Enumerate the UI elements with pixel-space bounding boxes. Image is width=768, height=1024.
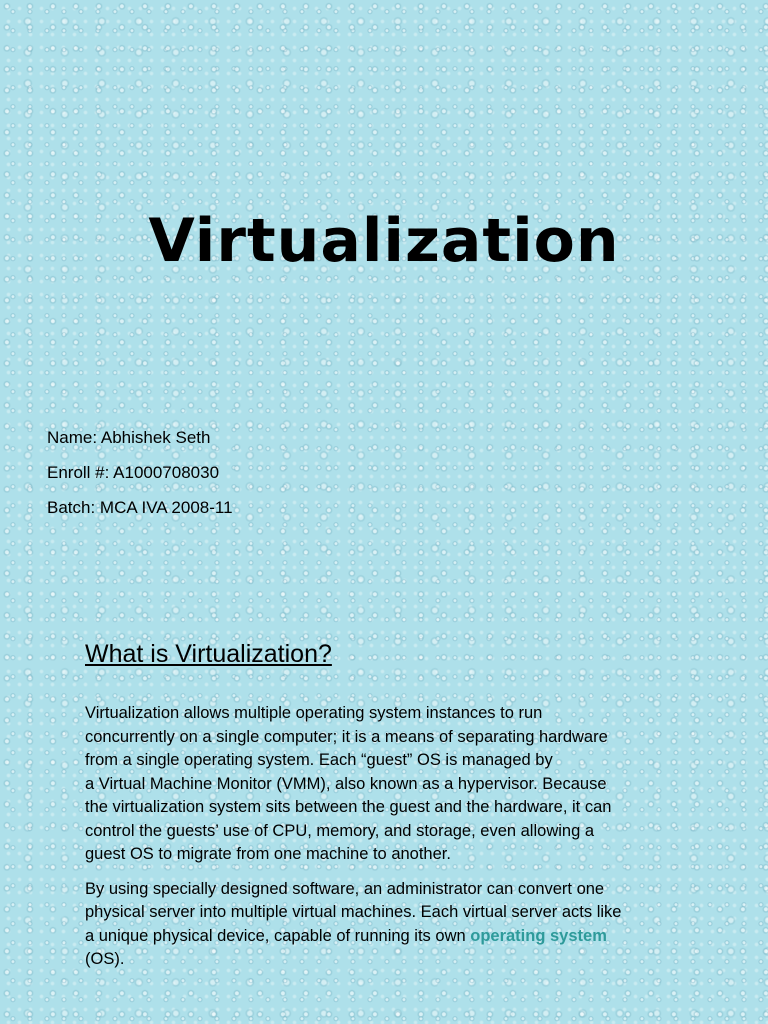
para1-line: control the guests’ use of CPU, memory, and storage, even allowing a: [85, 821, 595, 840]
batch: Batch: MCA IVA 2008-11: [47, 498, 233, 517]
section-heading: What is Virtualization?: [85, 640, 332, 668]
para1-line: the virtualization system sits between the guest and the hardware, it can: [85, 798, 612, 816]
para1-line: guest OS to migrate from one machine to another.: [85, 845, 451, 863]
author-info: [47, 420, 233, 525]
para2-line: physical server into multiple virtual machines. Each virtual server acts like: [85, 903, 622, 921]
para1-line: a Virtual Machine Monitor (VMM), also known as a hypervisor. Because: [85, 774, 607, 793]
para1-line: Virtualization allows multiple operating system instances to run: [85, 704, 543, 722]
operating-system-link[interactable]: operating system: [470, 926, 607, 945]
enroll-number: Enroll #: A1000708030: [47, 463, 220, 482]
author-name: Name: Abhishek Seth: [47, 428, 211, 447]
content-slide: [0, 610, 768, 1024]
para1-line: concurrently on a single computer; it is a means of separating hardware: [85, 727, 608, 746]
para1-line: from a single operating system. Each “guest” OS is managed by: [85, 751, 553, 769]
para2-line: (OS).: [85, 950, 125, 968]
body-text: [85, 702, 725, 983]
paragraph-1: [85, 702, 725, 867]
paragraph-2: [85, 878, 725, 972]
para2-line: a unique physical device, capable of running its own: [85, 926, 471, 945]
slide-title: Virtualization: [148, 206, 620, 276]
para2-line: By using specially designed software, an administrator can convert one: [85, 879, 605, 898]
